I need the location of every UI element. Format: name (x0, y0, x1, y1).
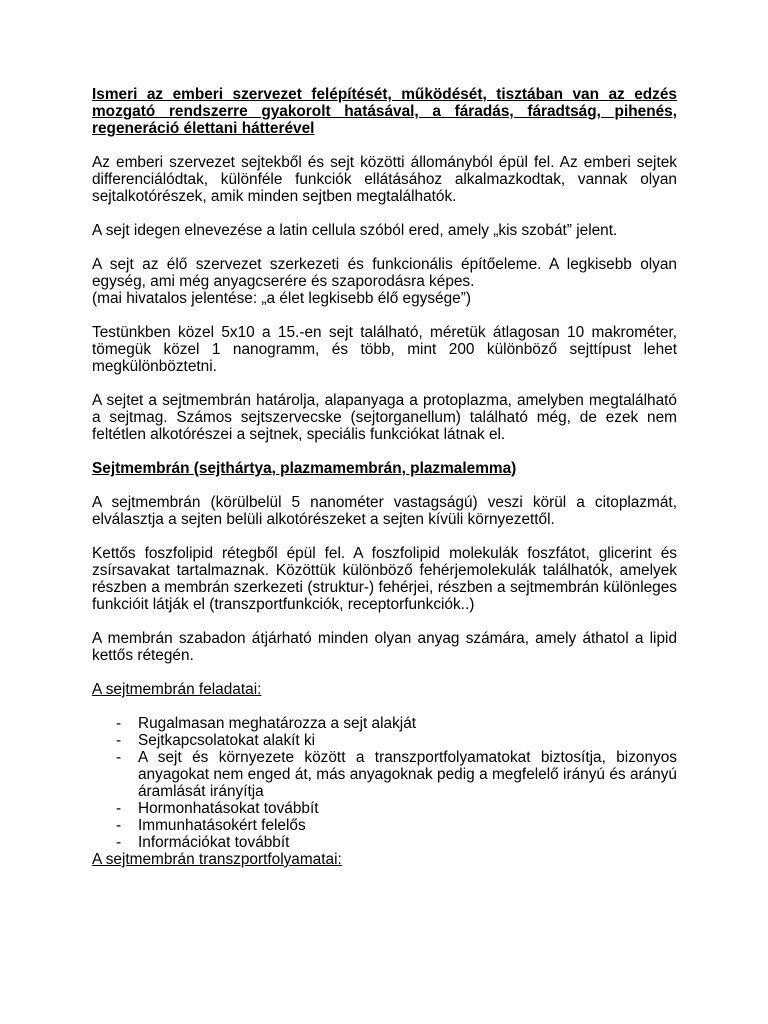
list-item (92, 800, 677, 817)
bullet-dash: - (116, 817, 122, 834)
bullet-dash: - (116, 749, 122, 766)
paragraph-cell-structure: A sejtet a sejtmembrán határolja, alapanyaga a protoplazma, amelyben megtalálható a sejtmag. Számos sejtszervecske (sejtorganellum) található még, de ezek nem feltétlen alkotórészei a sejtnek, speciális funkciókat látnak el. (92, 392, 677, 443)
list-item-text: Hormonhatásokat továbbít (138, 800, 319, 817)
cell-definition-text: A sejt az élő szervezet szerkezeti és funkcionális építőeleme. A legkisebb olyan egység, ami még anyagcserére és szaporodásra képes. (92, 256, 677, 290)
membrane-heading: Sejtmembrán (sejthártya, plazmamembrán, plazmalemma) (92, 460, 517, 477)
official-meaning-text: (mai hivatalos jelentése: „a élet legkisebb élő egysége”) (92, 290, 471, 307)
document-heading: Ismeri az emberi szervezet felépítését, működését, tisztában van az edzés mozgató rendszerre gyakorolt hatásával, a fáradás, fáradtság, pihenés, regeneráció élettani hátterével (92, 86, 677, 137)
paragraph-cell-name: A sejt idegen elnevezése a latin cellula szóból ered, amely „kis szobát” jelent. (92, 222, 618, 239)
document-page (92, 86, 677, 868)
list-item-text: Sejtkapcsolatokat alakít ki (138, 732, 316, 749)
list-item-text: Információkat továbbít (138, 834, 290, 851)
list-item (92, 715, 677, 732)
tasks-heading: A sejtmembrán feladatai: (92, 681, 262, 698)
paragraph-cell-definition (92, 256, 677, 307)
tasks-list (92, 715, 677, 851)
list-item (92, 817, 677, 834)
paragraph-membrane-intro: A sejtmembrán (körülbelül 5 nanométer vastagságú) veszi körül a citoplazmát, elválasztja a sejten belüli alkotórészeket a sejten kívüli környezettől. (92, 494, 677, 528)
bullet-dash: - (116, 834, 122, 851)
transport-heading: A sejtmembrán transzportfolyamatai: (92, 851, 342, 868)
bullet-dash: - (116, 715, 122, 732)
bullet-dash: - (116, 732, 122, 749)
paragraph-cells-intro: Az emberi szervezet sejtekből és sejt közötti állományból épül fel. Az emberi sejtek differenciálódtak, különféle funkciók ellátásához alkalmazkodtak, vannak olyan sejtalkotórészek, amik minden sejtben megtalálhatók. (92, 154, 677, 205)
list-item (92, 749, 677, 800)
bullet-dash: - (116, 800, 122, 817)
list-item-text: Immunhatásokért felelős (138, 817, 306, 834)
list-item-text: Rugalmasan meghatározza a sejt alakját (138, 715, 417, 732)
list-item (92, 732, 677, 749)
paragraph-membrane-permeability: A membrán szabadon átjárható minden olyan anyag számára, amely áthatol a lipid kettős rétegén. (92, 630, 677, 664)
paragraph-cell-count: Testünkben közel 5x10 a 15.-en sejt található, méretük átlagosan 10 makrométer, tömegük közel 1 nanogramm, és több, mint 200 különböző sejttípust lehet megkülönböztetni. (92, 324, 677, 375)
paragraph-membrane-layers: Kettős foszfolipid rétegből épül fel. A foszfolipid molekulák foszfátot, glicerint és zsírsavakat tartalmaznak. Közöttük különböző fehérjemolekulák találhatók, amelyek részben a membrán szerkezeti (struktur-) fehérjei, részben a sejtmembrán különleges funkcióit látják el (transzportfunkciók, receptorfunkciók..) (92, 545, 677, 613)
list-item (92, 834, 677, 851)
list-item-text: A sejt és környezete között a transzportfolyamatokat biztosítja, bizonyos anyagokat nem enged át, más anyagoknak pedig a megfelelő irányú és arányú áramlását irányítja (138, 749, 677, 800)
